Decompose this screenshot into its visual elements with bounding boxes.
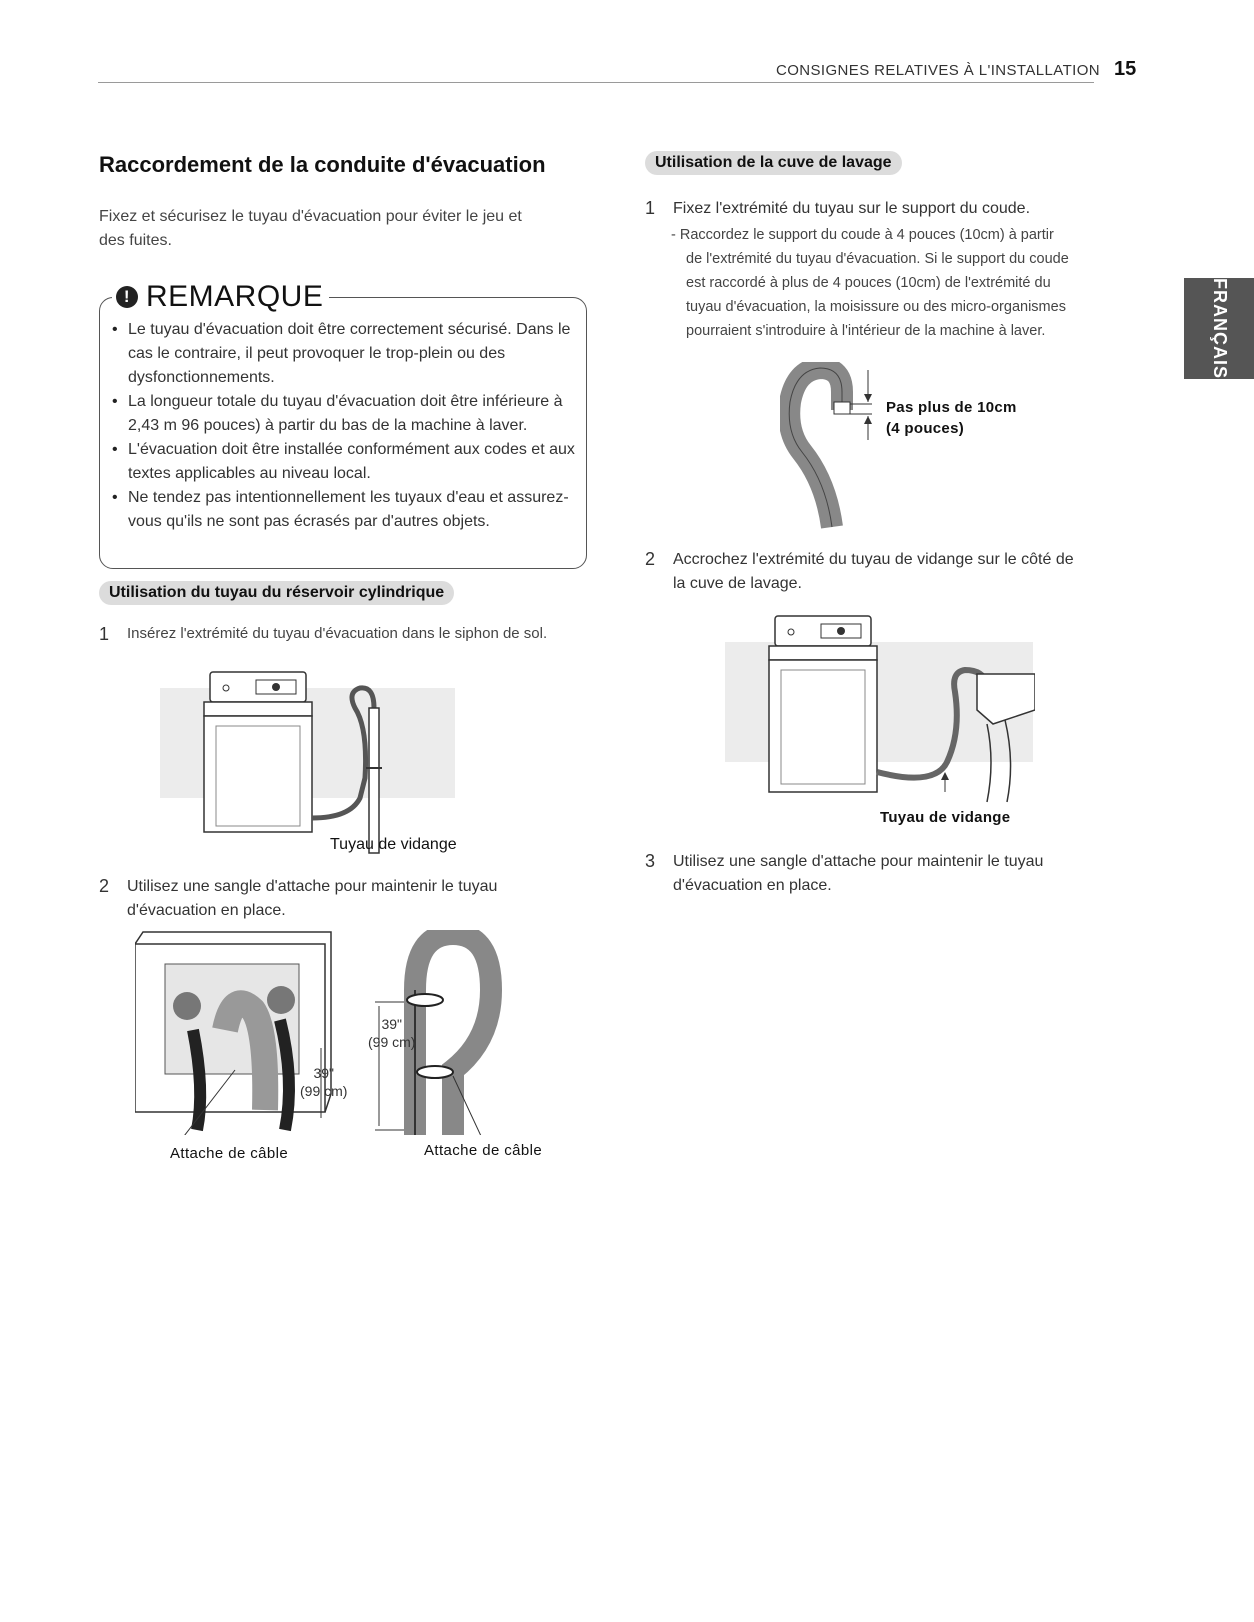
- step-text-line: d'évacuation en place.: [673, 877, 832, 894]
- dimension-value: (99 cm): [368, 1034, 416, 1050]
- dimension-label: [368, 1015, 415, 1051]
- step-text: [127, 875, 497, 923]
- step-text-line: Accrochez l'extrémité du tuyau de vidange sur le côté de: [673, 551, 1074, 568]
- figure-label: Tuyau de vidange: [880, 809, 1011, 826]
- step-text: Insérez l'extrémité du tuyau d'évacuation dans le siphon de sol.: [127, 625, 548, 642]
- figure-label: Pas plus de 10cm: [886, 399, 1017, 416]
- step-number: 2: [99, 876, 110, 896]
- dimension-value: 39": [381, 1016, 402, 1032]
- header-rule: [98, 82, 1094, 83]
- sub-text-line: - Raccordez le support du coude à 4 pouces (10cm) à partir: [671, 227, 1054, 243]
- cable-tie-illustration: [135, 930, 545, 1135]
- page-number: 15: [1114, 58, 1137, 80]
- exclamation-icon: !: [116, 286, 138, 308]
- section-title-laundry-tub: Utilisation de la cuve de lavage: [645, 151, 902, 175]
- sub-text-line: tuyau d'évacuation, la moisissure ou des micro-organismes: [686, 299, 1066, 315]
- figure-label: Attache de câble: [424, 1142, 543, 1159]
- language-tab: [1184, 278, 1254, 379]
- sub-text-line: pourraient s'introduire à l'intérieur de la machine à laver.: [686, 323, 1046, 339]
- dimension-label: [300, 1064, 347, 1100]
- step-number: 1: [645, 198, 656, 218]
- intro-line-2: des fuites.: [99, 232, 172, 249]
- note-heading: [112, 280, 329, 314]
- step-text-line: Utilisez une sangle d'attache pour maintenir le tuyau: [127, 878, 498, 895]
- note-list: [110, 318, 578, 534]
- step-number: 3: [645, 851, 656, 871]
- step-text-line: d'évacuation en place.: [127, 902, 286, 919]
- figure-label: Tuyau de vidange: [330, 836, 457, 853]
- section-title-standpipe: Utilisation du tuyau du réservoir cylindrique: [99, 581, 454, 605]
- dimension-value: (99 cm): [300, 1083, 348, 1099]
- step-text: Fixez l'extrémité du tuyau sur le support du coude.: [673, 200, 1031, 217]
- dimension-value: 39": [313, 1065, 334, 1081]
- note-item: • Ne tendez pas intentionnellement les tuyaux d'eau et assurez-vous qu'ils ne sont pas écrasés par d'autres objets.: [110, 486, 578, 534]
- figure-label: (4 pouces): [886, 420, 965, 437]
- step-text: [673, 850, 1043, 898]
- step-number: 2: [645, 549, 656, 569]
- language-tab-label: FRANÇAIS: [1209, 278, 1230, 379]
- intro-line-1: Fixez et sécurisez le tuyau d'évacuation pour éviter le jeu et: [99, 208, 522, 225]
- sub-paragraph: [671, 223, 1131, 343]
- sub-text-line: de l'extrémité du tuyau d'évacuation. Si le support du coude: [686, 251, 1069, 267]
- note-title: REMARQUE: [146, 280, 324, 313]
- note-item: • L'évacuation doit être installée conformément aux codes et aux textes applicables au niveau local.: [110, 438, 578, 486]
- sub-text-line: est raccordé à plus de 4 pouces (10cm) de l'extrémité du: [686, 275, 1051, 291]
- intro-paragraph: [99, 205, 599, 253]
- note-item: • Le tuyau d'évacuation doit être correctement sécurisé. Dans le cas le contraire, il peut provoquer le trop-plein ou des dysfonctionnements.: [110, 318, 578, 390]
- step-text: [673, 548, 1074, 596]
- step-text-line: Utilisez une sangle d'attache pour maintenir le tuyau: [673, 853, 1044, 870]
- figure-label: Attache de câble: [170, 1145, 289, 1162]
- step-text-line: la cuve de lavage.: [673, 575, 802, 592]
- section-title-drain: Raccordement de la conduite d'évacuation: [99, 152, 546, 177]
- running-header: CONSIGNES RELATIVES À L'INSTALLATION: [775, 62, 1100, 79]
- washer-laundry-tub-illustration: [725, 612, 1035, 812]
- step-number: 1: [99, 624, 110, 644]
- elbow-support-illustration: [780, 362, 910, 532]
- note-item: • La longueur totale du tuyau d'évacuation doit être inférieure à 2,43 m 96 pouces) à partir du bas de la machine à laver.: [110, 390, 578, 438]
